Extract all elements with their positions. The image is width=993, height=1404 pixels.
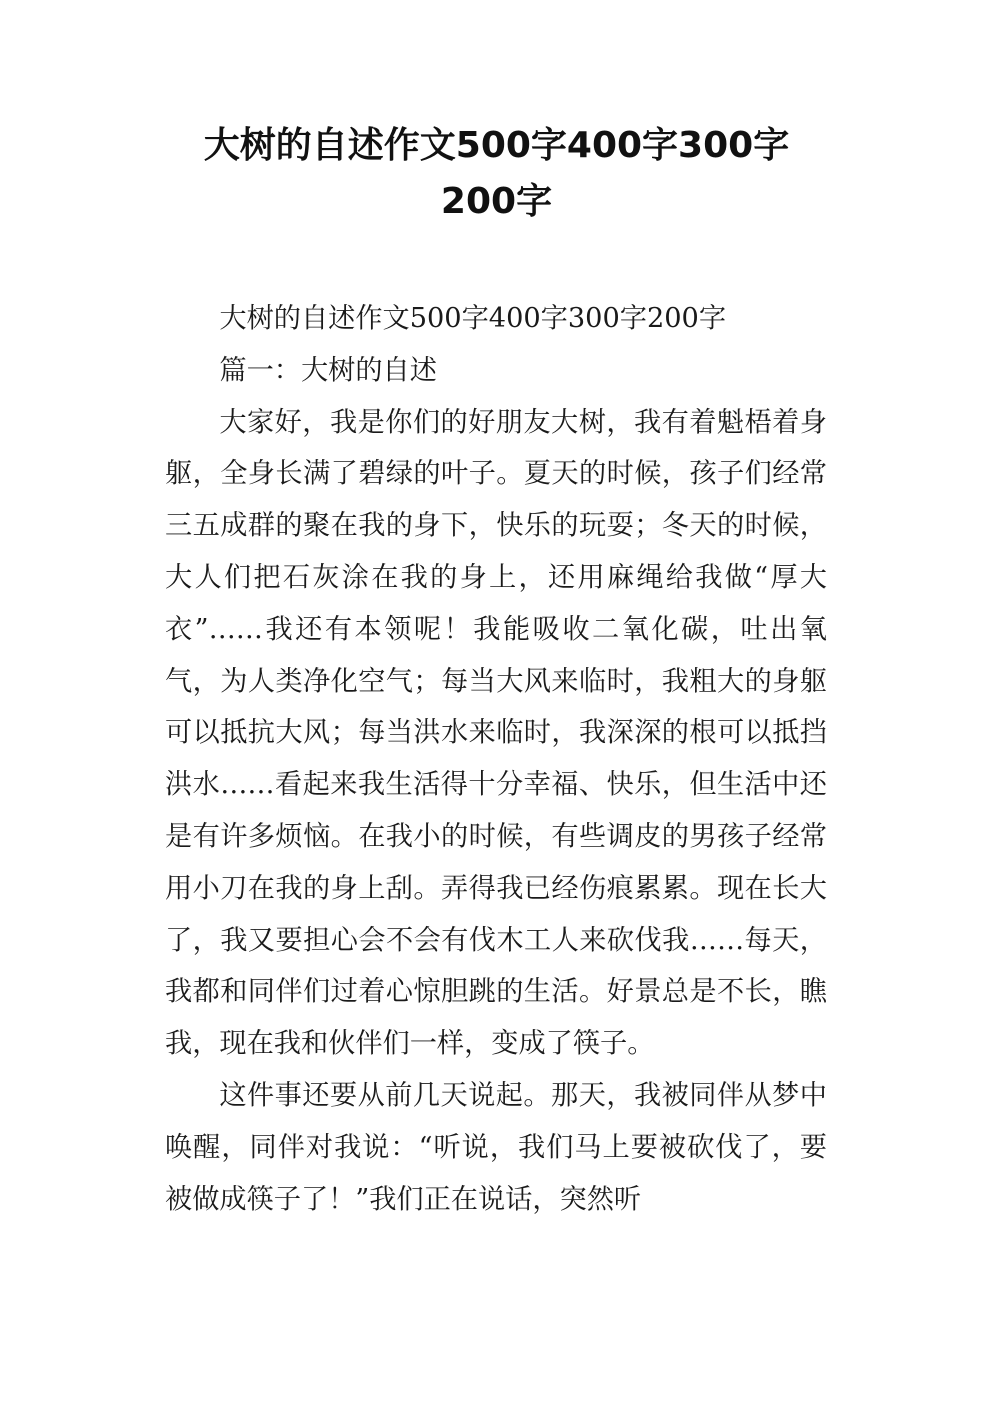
title-line-2: 200字 — [440, 181, 553, 222]
body-paragraph: 这件事还要从前几天说起。那天，我被同伴从梦中唤醒，同伴对我说：“听说，我们马上要被砍伐了，要被做成筷子了！”我们正在说话，突然听 — [165, 1079, 827, 1215]
section-heading: 篇一：大树的自述 — [219, 354, 437, 386]
subtitle-paragraph: 大树的自述作文500字400字300字200字 — [219, 303, 727, 334]
document-title — [130, 118, 863, 230]
body-paragraph: 大家好，我是你们的好朋友大树，我有着魁梧着身躯，全身长满了碧绿的叶子。夏天的时候，孩子们经常三五成群的聚在我的身下，快乐的玩耍；冬天的时候，大人们把石灰涂在我的身上，还用麻绳给我做“厚大衣”……我还有本领呢！我能吸收二氧化碳，吐出氧气，为人类净化空气；每当大风来临时，我粗大的身躯可以抵抗大风；每当洪水来临时，我深深的根可以抵挡洪水……看起来我生活得十分幸福、快乐，但生活中还是有许多烦恼。在我小的时候，有些调皮的男孩子经常用小刀在我的身上刮。弄得我已经伤痕累累。现在长大了，我又要担心会不会有伐木工人来砍伐我……每天，我都和同伴们过着心惊胆跳的生活。好景总是不长，瞧我，现在我和伙伴们一样，变成了筷子。 — [165, 406, 827, 1060]
title-line-1: 大树的自述作文500字400字300字 — [203, 125, 790, 166]
document-body — [165, 293, 827, 1225]
